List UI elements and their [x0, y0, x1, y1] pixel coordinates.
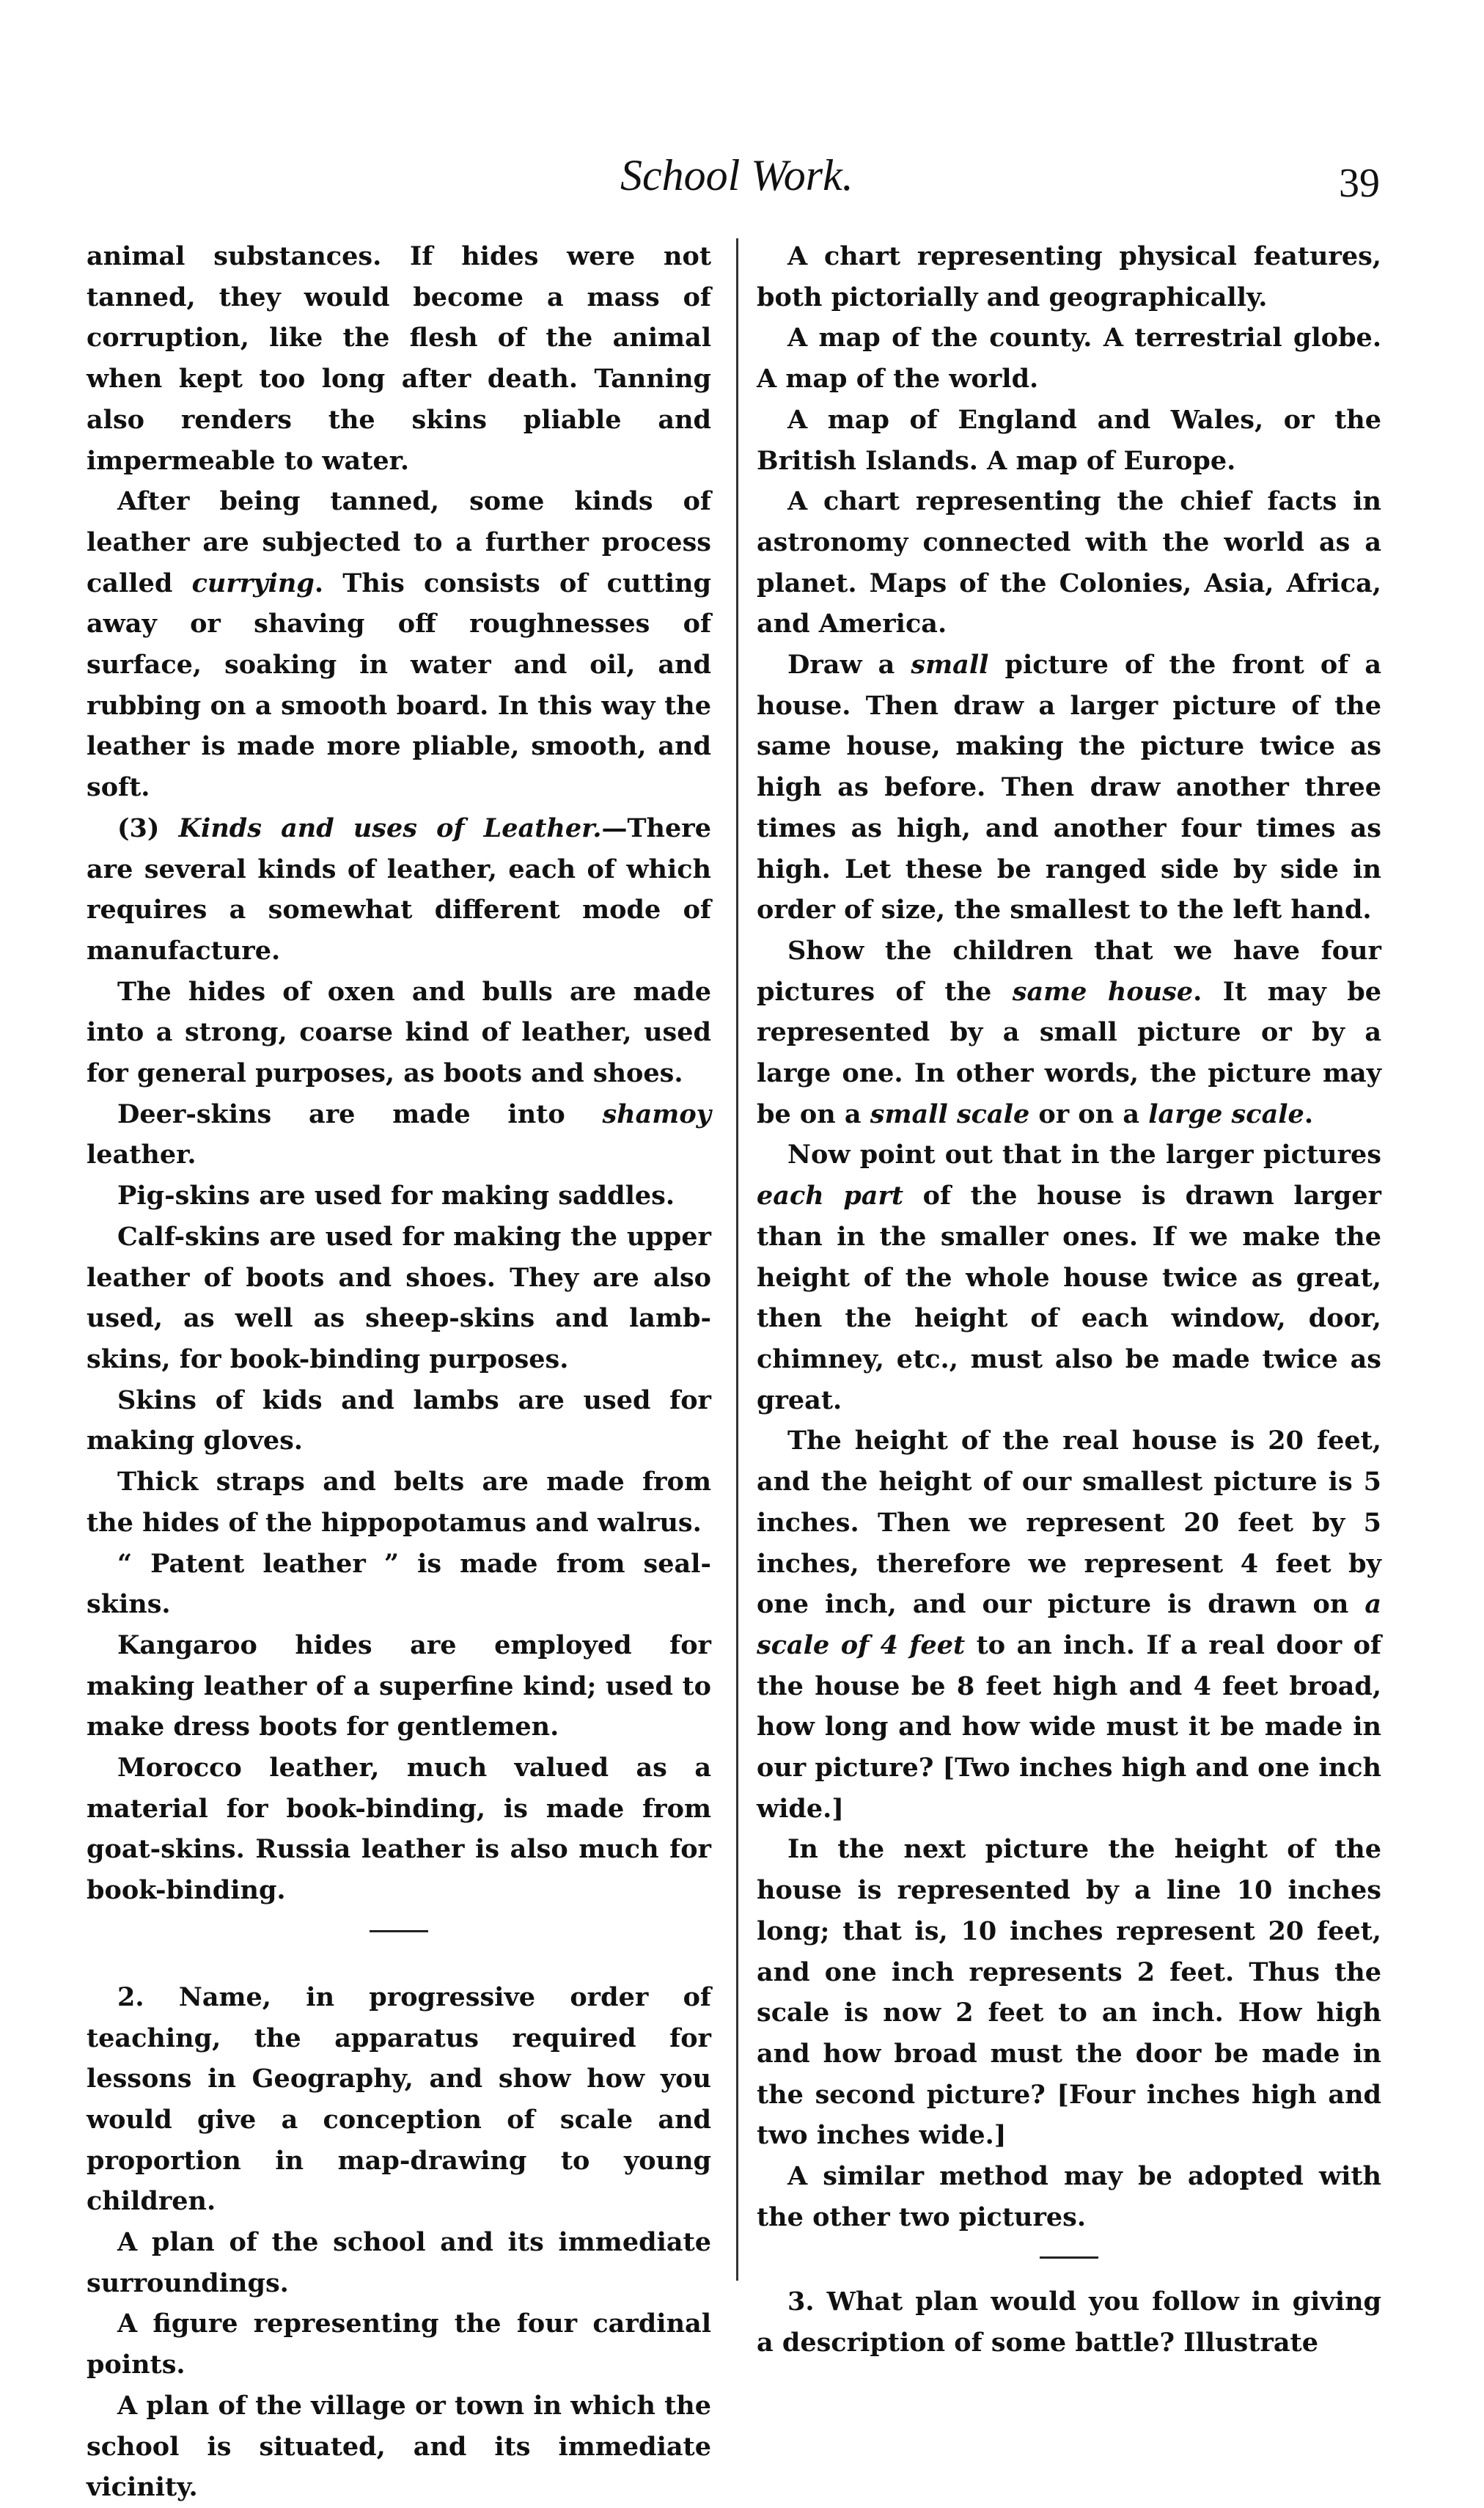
running-header-title: School Work.: [620, 151, 853, 199]
paragraph: A plan of the school and its immediate surroundings.: [87, 2227, 711, 2298]
paragraph: Draw a small picture of the front of a house. Then draw a larger picture of the same house, making the picture twice as high as before. Then draw another three times as high, and another four times as high. Let these be ranged side by side in order of size, the smallest to the left hand.: [757, 650, 1381, 925]
paragraph: Show the children that we have four pictures of the same house. It may be represented by a small picture or by a large one. In other words, the picture may be on a small scale or on a large scale.: [757, 935, 1381, 1129]
paragraph: Now point out that in the larger pictures each part of the house is drawn larger than in the smaller ones. If we make the height of the whole house twice as great, then the height of each window, door, chimney, etc., must also be made twice as great.: [757, 1140, 1381, 1415]
paragraph: animal substances. If hides were not tanned, they would become a mass of corruption, like the flesh of the animal when kept too long after death. Tanning also renders the skins pliable and impermeable to water.: [87, 241, 711, 476]
paragraph: Kangaroo hides are employed for making leather of a superfine kind; used to make dress boots for gentlemen.: [87, 1629, 711, 1742]
section-heading-paragraph: (3) Kinds and uses of Leather.—There are several kinds of leather, each of which requires a somewhat different mode of manufacture.: [87, 813, 711, 966]
paragraph: A figure representing the four cardinal points.: [87, 2309, 711, 2380]
paragraph: A map of England and Wales, or the British Islands. A map of Europe.: [757, 404, 1381, 476]
paragraph: A plan of the village or town in which the school is situated, and its immediate vicinity.: [87, 2390, 711, 2503]
paragraph: A chart representing physical features, both pictorially and geographically.: [757, 241, 1381, 312]
column-divider: [736, 238, 738, 2281]
question-paragraph: 2. Name, in progressive order of teaching, the apparatus required for lessons in Geography, and show how you would give a conception of scale and proportion in map-drawing to young children.: [87, 1981, 711, 2217]
paragraph: In the next picture the height of the house is represented by a line 10 inches long; that is, 10 inches represent 20 feet, and one inch represents 2 feet. Thus the scale is now 2 feet to an inch. How high and how broad must the door be made in the second picture? [Four inches high and two inches wide.]: [757, 1834, 1381, 2151]
left-column: [87, 236, 711, 2508]
page-number: 39: [1339, 161, 1380, 206]
paragraph: A similar method may be adopted with the other two pictures.: [757, 2161, 1381, 2232]
paragraph: Skins of kids and lambs are used for making gloves.: [87, 1385, 711, 1456]
section-separator: [757, 2237, 1381, 2281]
paragraph: Calf-skins are used for making the upper leather of boots and shoes. They are also used, as well as sheep-skins and lamb-skins, for book-binding purposes.: [87, 1221, 711, 1374]
paragraph: A map of the county. A terrestrial globe. A map of the world.: [757, 323, 1381, 395]
paragraph: A chart representing the chief facts in astronomy connected with the world as a planet. Maps of the Colonies, Asia, Africa, and America.: [757, 486, 1381, 639]
paragraph: The hides of oxen and bulls are made into a strong, coarse kind of leather, used for general purposes, as boots and shoes.: [87, 976, 711, 1089]
section-separator: [87, 1911, 711, 1955]
paragraph: Pig-skins are used for making saddles.: [117, 1181, 675, 1211]
paragraph: The height of the real house is 20 feet, and the height of our smallest picture is 5 inches. Then we represent 20 feet by 5 inches, therefore we represent 4 feet by one inch, and our picture is drawn on a scale of 4 feet to an inch. If a real door of the house be 8 feet high and 4 feet broad, how long and how wide must it be made in our picture? [Two inches high and one inch wide.]: [757, 1426, 1381, 1824]
paragraph: Morocco leather, much valued as a material for book-binding, is made from goat-skins. Russia leather is also much for book-binding.: [87, 1753, 711, 1906]
paragraph: Deer-skins are made into shamoy leather.: [87, 1099, 711, 1170]
paragraph: “ Patent leather ” is made from seal-skins.: [87, 1548, 711, 1620]
right-column: [757, 236, 1381, 2364]
paragraph: After being tanned, some kinds of leather are subjected to a further process called currying. This consists of cutting away or shaving off roughnesses of surface, soaking in water and oil, and rubbing on a smooth board. In this way the leather is made more pliable, smooth, and soft.: [87, 486, 711, 803]
paragraph: Thick straps and belts are made from the hides of the hippopotamus and walrus.: [87, 1467, 711, 1538]
question-paragraph: 3. What plan would you follow in giving a description of some battle? Illustrate: [757, 2287, 1381, 2358]
